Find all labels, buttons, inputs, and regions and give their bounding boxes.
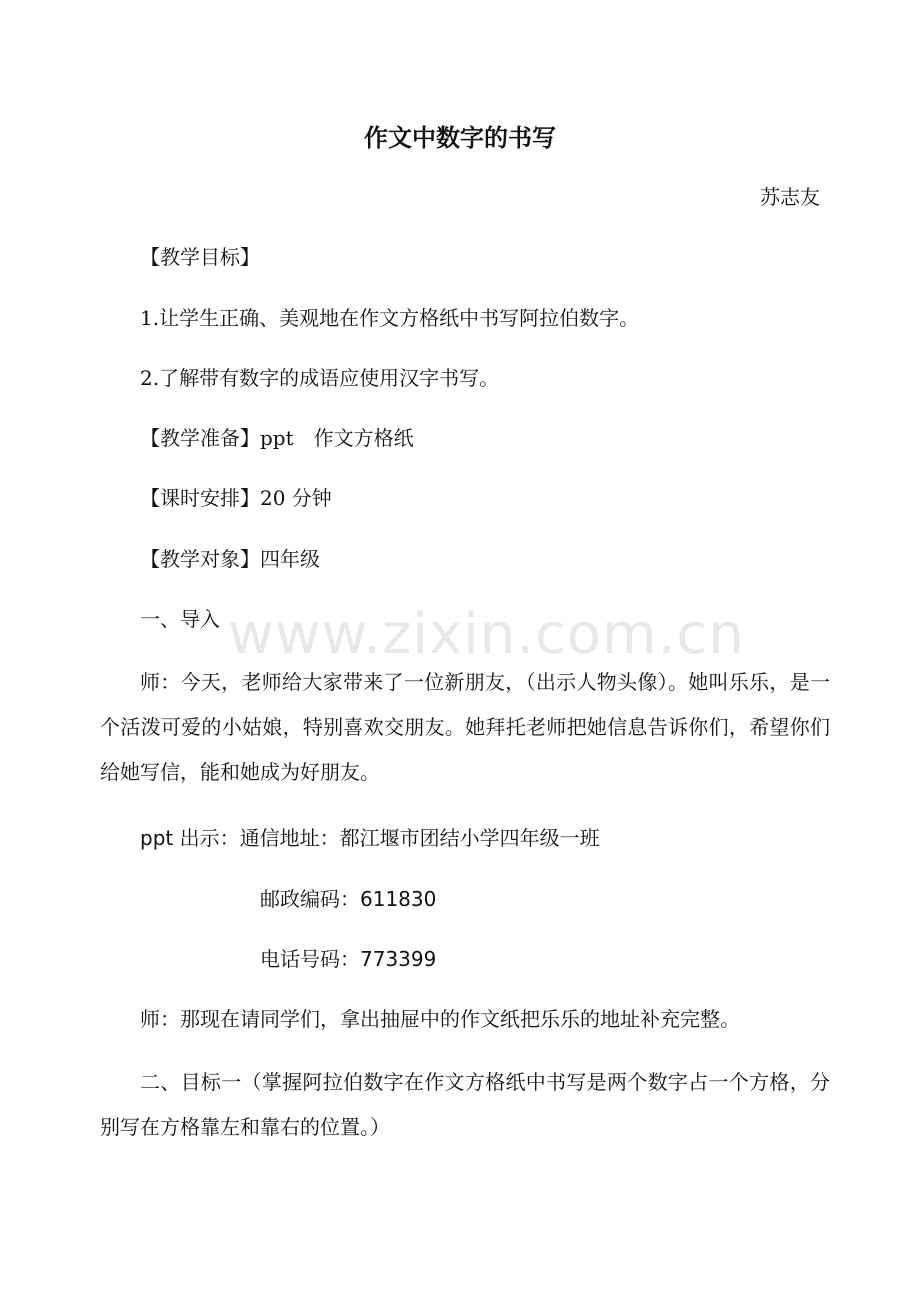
ppt-address-line: ppt 出示：通信地址：都江堰市团结小学四年级一班 [140, 826, 600, 850]
teaching-audience: 【教学对象】四年级 [140, 547, 320, 571]
part-2-paragraph: 二、目标一（掌握阿拉伯数字在作文方格纸中书写是两个数字占一个方格，分别写在方格靠左和靠右的位置。） [100, 1070, 830, 1139]
part-1-heading: 一、导入 [140, 607, 220, 631]
author-name: 苏志友 [760, 185, 820, 209]
goal-item-1: 1.让学生正确、美观地在作文方格纸中书写阿拉伯数字。 [140, 306, 640, 330]
watermark-text: www.zixin.com.cn [228, 602, 745, 667]
goal-item-2: 2.了解带有数字的成语应使用汉字书写。 [140, 366, 500, 390]
teacher-paragraph-1: 师：今天，老师给大家带来了一位新朋友，（出示人物头像）。她叫乐乐，是一个活泼可爱的小姑娘，特别喜欢交朋友。她拜托老师把她信息告诉你们，希望你们给她写信，能和她成为好朋友。 [100, 670, 830, 784]
document-title: 作文中数字的书写 [364, 124, 556, 152]
class-time: 【课时安排】20 分钟 [140, 486, 332, 510]
teacher-paragraph-2: 师：那现在请同学们，拿出抽屉中的作文纸把乐乐的地址补充完整。 [140, 1007, 740, 1031]
postcode-line: 邮政编码：611830 [260, 887, 437, 911]
teaching-prep: 【教学准备】ppt 作文方格纸 [140, 426, 414, 450]
goals-heading: 【教学目标】 [140, 245, 260, 269]
phone-line: 电话号码：773399 [260, 947, 437, 971]
